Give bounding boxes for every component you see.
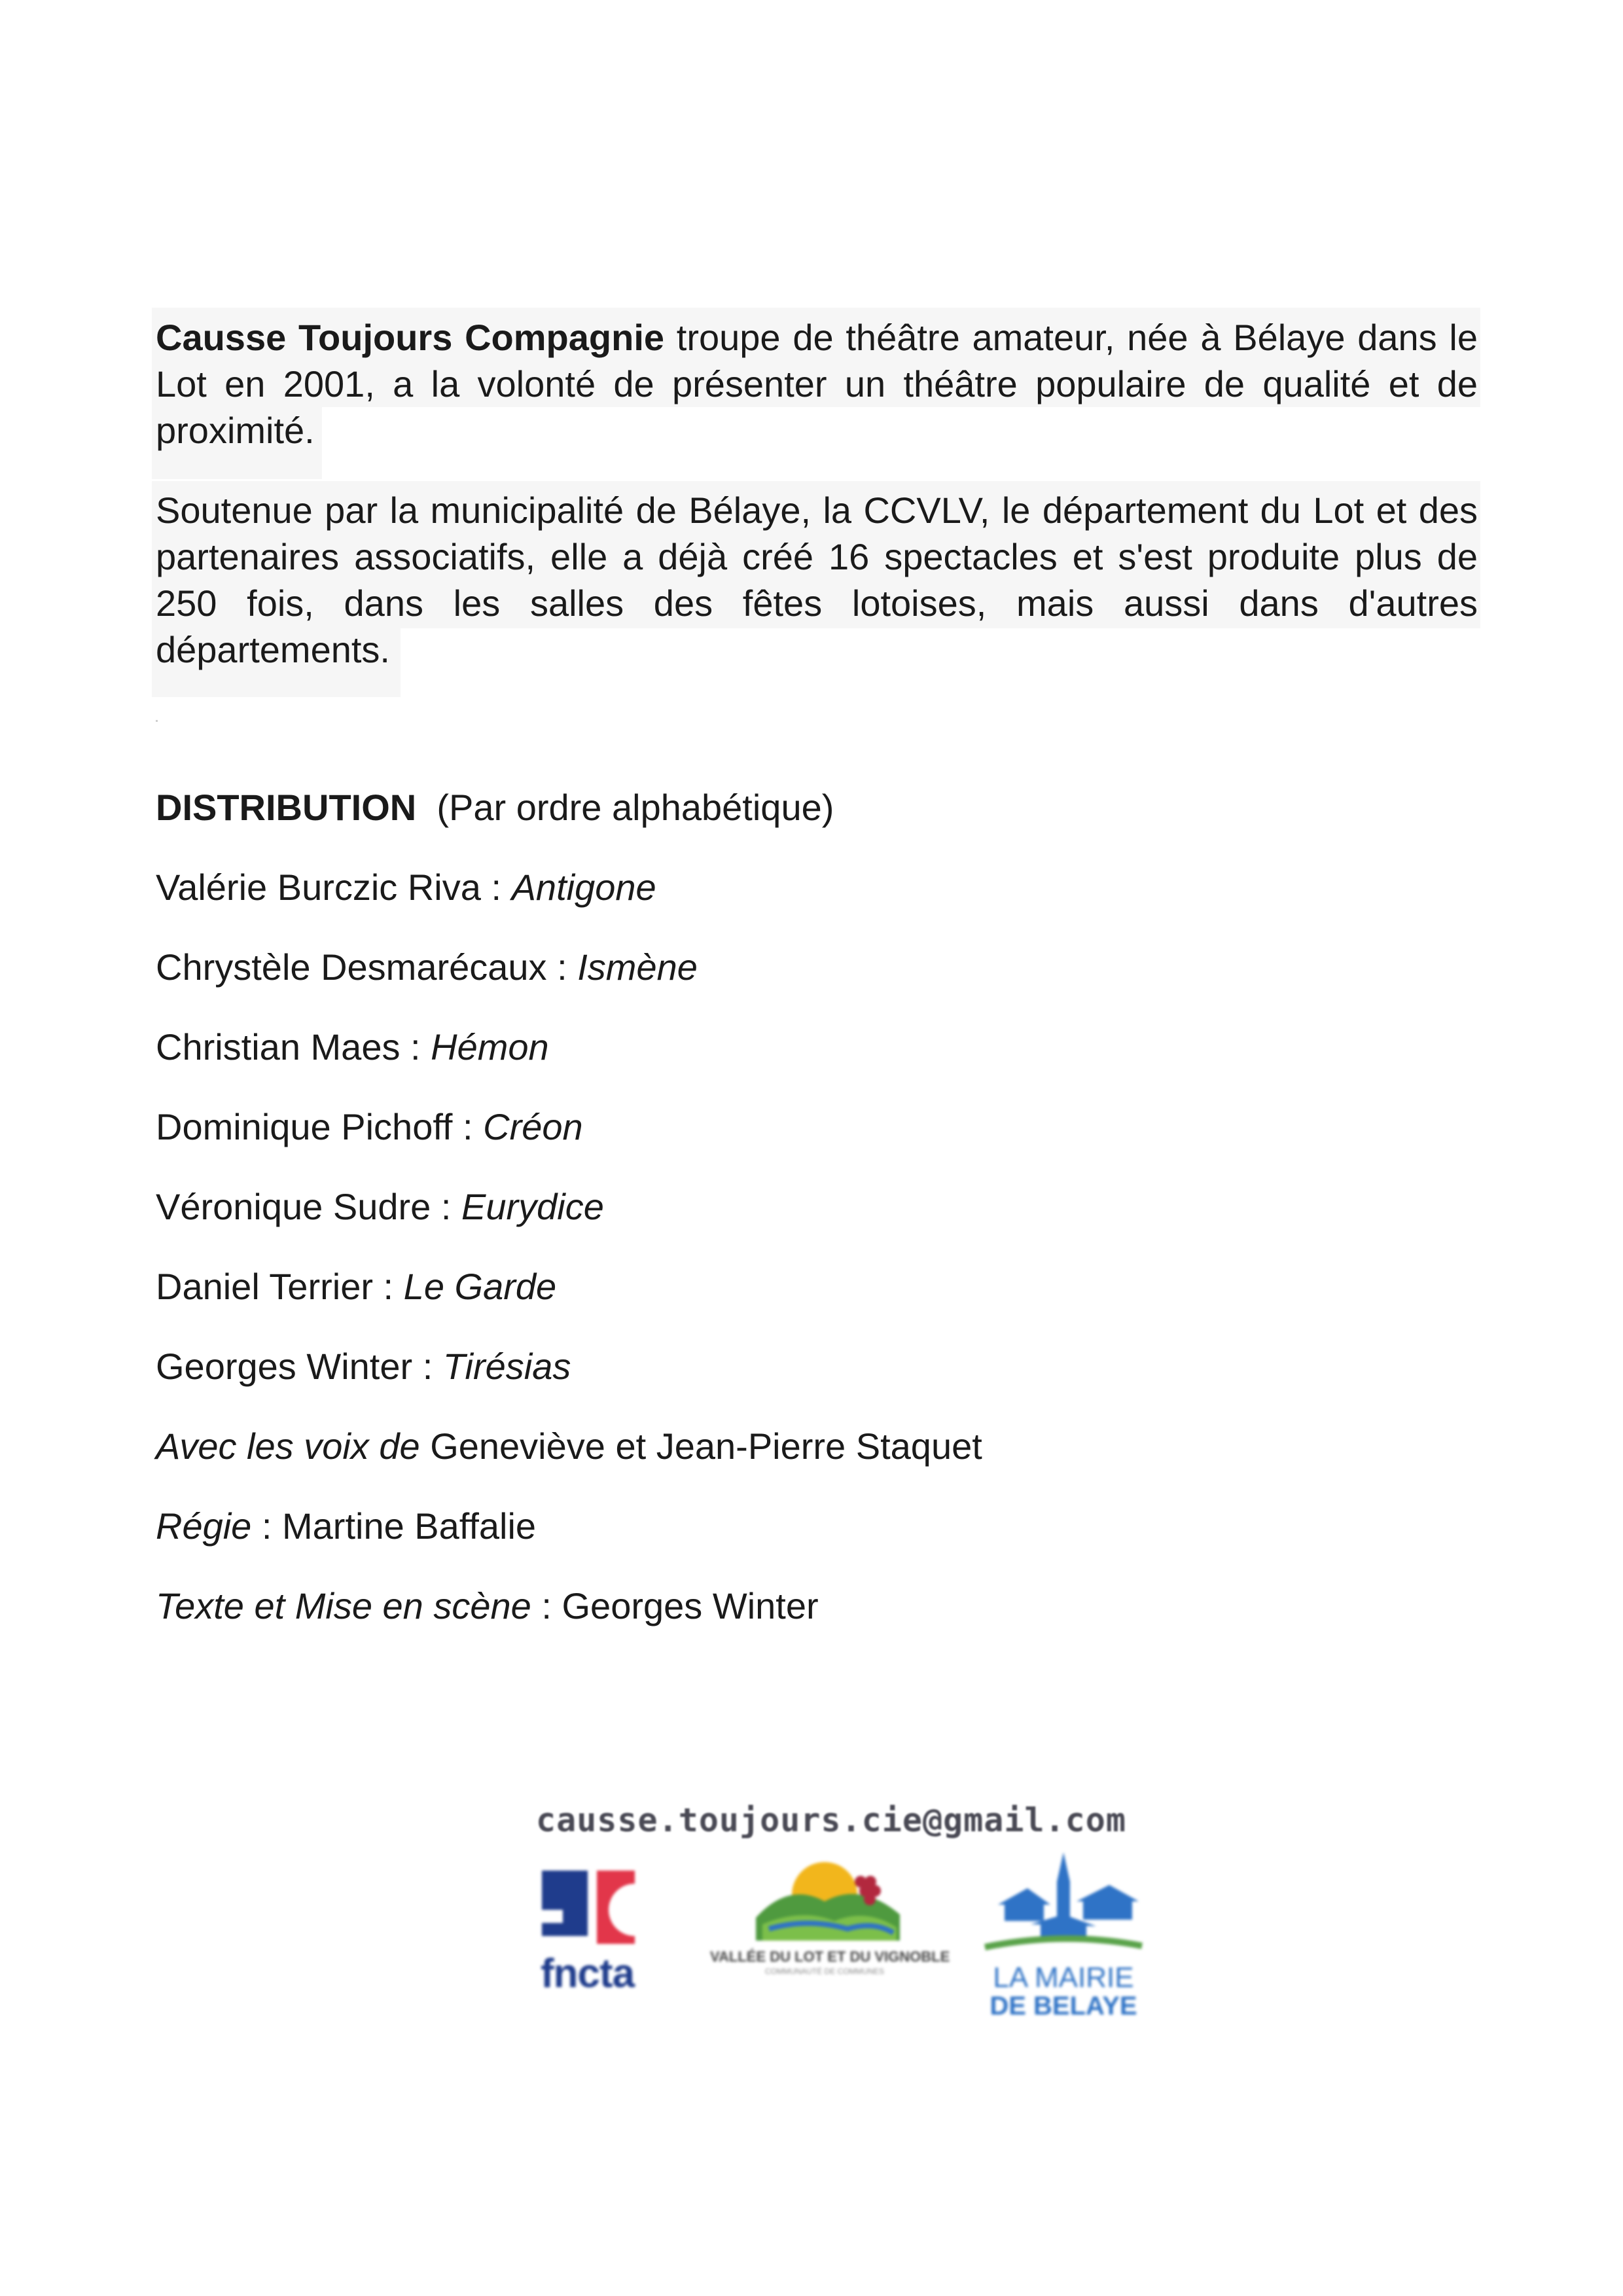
actor-name: Christian Maes — [156, 1026, 401, 1067]
company-name: Causse Toujours Compagnie — [156, 317, 665, 358]
cast-item — [156, 1183, 982, 1263]
distribution-heading — [156, 784, 834, 831]
role-name: Tirésias — [442, 1346, 571, 1387]
actor-name: Chrystèle Desmarécaux — [156, 946, 547, 988]
vallee-landscape-icon — [710, 1856, 939, 1941]
regie-name: Martine Baffalie — [282, 1505, 537, 1547]
cast-item — [156, 1103, 982, 1183]
cast-item — [156, 1263, 982, 1343]
voices-credit — [156, 1423, 982, 1503]
actor-name: Valérie Burczic Riva — [156, 867, 481, 908]
vallee-du-lot-logo — [710, 1856, 950, 1986]
intro-paragraph-2: Soutenue par la municipalité de Bélaye, la CCVLV, le département du Lot et des partenaires associatifs, elle a déjà créé 16 spectacles et s'est produite plus de 250 fois, dans les salles des fêtes lotoises, mais aussi dans d'autres départements. — [156, 490, 1478, 670]
distribution-title: DISTRIBUTION — [156, 787, 417, 828]
intro-paragraph-1-text: troupe de théâtre amateur, née à Bélaye dans le Lot en 2001, a la volonté de présenter un théâtre populaire de qualité et de proximité. — [156, 317, 1478, 451]
mise-en-scene-name: Georges Winter — [562, 1585, 819, 1626]
intro-paragraph-1 — [156, 314, 1478, 454]
village-icon — [978, 1849, 1149, 1960]
mairie-text-line2: DE BELAYE — [990, 1992, 1137, 2020]
contact-email[interactable]: causse.toujours.cie@gmail.com — [536, 1801, 1126, 1839]
distribution-subtitle: (Par ordre alphabétique) — [437, 787, 834, 828]
role-name: Antigone — [511, 867, 656, 908]
actor-name: Véronique Sudre — [156, 1186, 431, 1227]
actor-name: Dominique Pichoff — [156, 1106, 453, 1147]
separator: : — [251, 1505, 283, 1547]
fncta-text: fncta — [541, 1951, 635, 1996]
separator: : — [372, 1266, 404, 1307]
role-name: Ismène — [577, 946, 698, 988]
stray-mark — [156, 720, 158, 722]
vallee-subtext: COMMUNAUTÉ DE COMMUNES — [765, 1967, 884, 1976]
mairie-text-line1: LA MAIRIE — [993, 1962, 1134, 1994]
separator: : — [400, 1026, 431, 1067]
role-name: Eurydice — [461, 1186, 604, 1227]
separator: : — [480, 867, 512, 908]
separator: : — [412, 1346, 443, 1387]
mairie-de-belaye-logo — [978, 1849, 1149, 2026]
separator: : — [531, 1585, 562, 1626]
mise-en-scene-credit — [156, 1583, 982, 1662]
actor-name: Georges Winter — [156, 1346, 413, 1387]
separator: : — [546, 946, 578, 988]
cast-item — [156, 944, 982, 1024]
separator: : — [452, 1106, 484, 1147]
mise-en-scene-label: Texte et Mise en scène — [156, 1585, 531, 1626]
cast-item — [156, 1024, 982, 1103]
regie-label: Régie — [156, 1505, 252, 1547]
fncta-logo — [537, 1865, 654, 1996]
cast-list — [156, 864, 982, 1662]
cast-item — [156, 1343, 982, 1423]
vallee-text: VALLÉE DU LOT ET DU VIGNOBLE — [710, 1948, 950, 1965]
separator: : — [431, 1186, 461, 1227]
regie-credit — [156, 1503, 982, 1583]
voices-label: Avec les voix de — [156, 1426, 420, 1467]
voices-names: Geneviève et Jean-Pierre Staquet — [430, 1426, 982, 1467]
role-name: Hémon — [431, 1026, 549, 1067]
cast-item — [156, 864, 982, 944]
actor-name: Daniel Terrier — [156, 1266, 373, 1307]
role-name: Créon — [483, 1106, 583, 1147]
role-name: Le Garde — [403, 1266, 557, 1307]
